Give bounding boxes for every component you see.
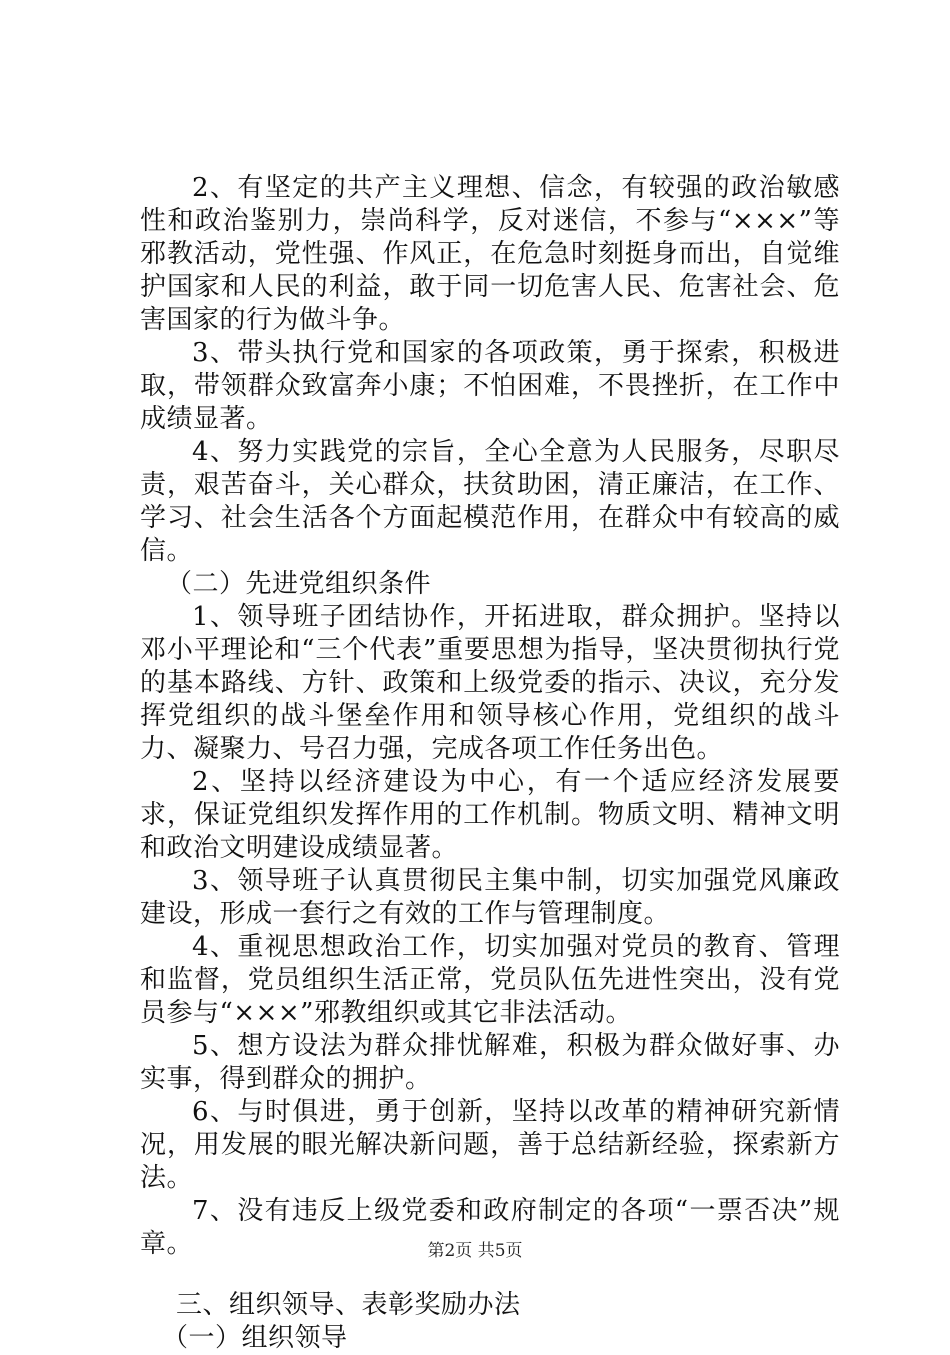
paragraph-org-condition-7: 7、没有违反上级党委和政府制定的各项“一票否决”规章。 — [140, 1196, 840, 1259]
section-3-subheading: （一）组织领导 — [162, 1323, 348, 1353]
paragraph-org-condition-4: 4、重视思想政治工作，切实加强对党员的教育、管理和监督，党员组织生活正常，党员队伍先进性突出，没有党员参与“×××”邪教组织或其它非法活动。 — [140, 932, 840, 1028]
section-3-heading: 三、组织领导、表彰奖励办法 — [176, 1290, 521, 1320]
paragraph-member-condition-2: 2、有坚定的共产主义理想、信念，有较强的政治敏感性和政治鉴别力，崇尚科学，反对迷信，不参与“×××”等邪教活动，党性强、作风正，在危急时刻挺身而出，自觉维护国家和人民的利益，敢于同一切危害人民、危害社会、危害国家的行为做斗争。 — [140, 173, 840, 335]
paragraph-member-condition-4: 4、努力实践党的宗旨，全心全意为人民服务，尽职尽责，艰苦奋斗，关心群众，扶贫助困，清正廉洁，在工作、学习、社会生活各个方面起模范作用，在群众中有较高的威信。 — [140, 437, 840, 566]
paragraph-org-condition-6: 6、与时俱进，勇于创新，坚持以改革的精神研究新情况，用发展的眼光解决新问题，善于总结新经验，探索新方法。 — [140, 1097, 840, 1193]
subheading-advanced-org-conditions: （二）先进党组织条件 — [166, 569, 432, 599]
paragraph-org-condition-3: 3、领导班子认真贯彻民主集中制，切实加强党风廉政建设，形成一套行之有效的工作与管理制度。 — [140, 866, 840, 929]
paragraph-org-condition-5: 5、想方设法为群众排忧解难，积极为群众做好事、办实事，得到群众的拥护。 — [140, 1031, 840, 1094]
document-body — [140, 172, 840, 1355]
page-footer: 第2页 共5页 — [427, 1241, 523, 1261]
paragraph-org-condition-2: 2、坚持以经济建设为中心，有一个适应经济发展要求，保证党组织发挥作用的工作机制。物质文明、精神文明和政治文明建设成绩显著。 — [140, 767, 840, 863]
paragraph-org-condition-1: 1、领导班子团结协作，开拓进取，群众拥护。坚持以邓小平理论和“三个代表”重要思想为指导，坚决贯彻执行党的基本路线、方针、政策和上级党委的指示、决议，充分发挥党组织的战斗堡垒作用和领导核心作用，党组织的战斗力、凝聚力、号召力强，完成各项工作任务出色。 — [140, 602, 840, 764]
paragraph-member-condition-3: 3、带头执行党和国家的各项政策，勇于探索，积极进取，带领群众致富奔小康；不怕困难，不畏挫折，在工作中成绩显著。 — [140, 338, 840, 434]
